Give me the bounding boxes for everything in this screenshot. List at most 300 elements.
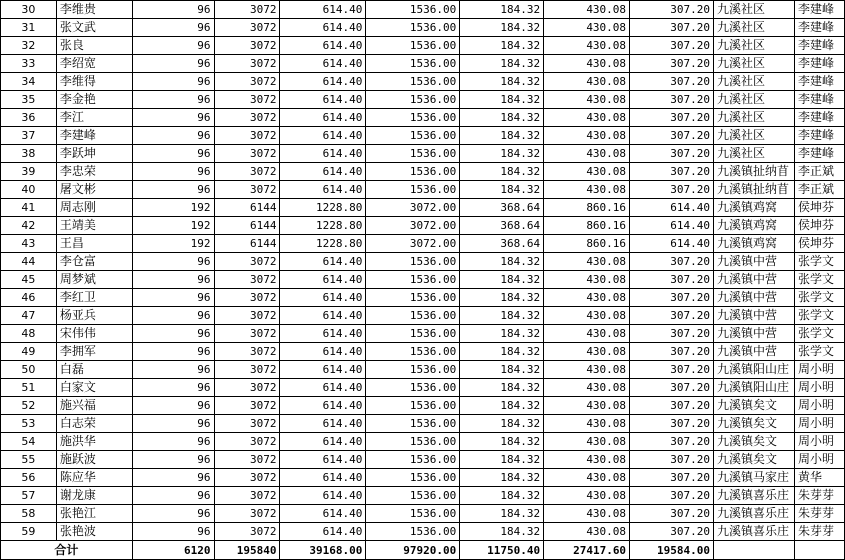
value-cell-b[interactable]: 3072 (214, 91, 280, 109)
value-cell-a[interactable]: 96 (132, 19, 214, 37)
value-cell-e[interactable]: 184.32 (460, 109, 544, 127)
name-cell[interactable]: 陈应华 (56, 469, 132, 487)
value-cell-c[interactable]: 614.40 (280, 163, 366, 181)
value-cell-e[interactable]: 184.32 (460, 451, 544, 469)
name-cell[interactable]: 周梦斌 (56, 271, 132, 289)
value-cell-d[interactable]: 1536.00 (366, 325, 460, 343)
value-cell-a[interactable]: 96 (132, 271, 214, 289)
value-cell-b[interactable]: 3072 (214, 289, 280, 307)
row-number-cell[interactable]: 36 (1, 109, 57, 127)
address-cell[interactable]: 九溪社区 (713, 1, 794, 19)
value-cell-g[interactable]: 307.20 (630, 397, 714, 415)
value-cell-g[interactable]: 307.20 (630, 127, 714, 145)
value-cell-d[interactable]: 1536.00 (366, 19, 460, 37)
value-cell-a[interactable]: 96 (132, 73, 214, 91)
address-cell[interactable]: 九溪镇鸡窝 (713, 235, 794, 253)
value-cell-c[interactable]: 614.40 (280, 1, 366, 19)
address-cell[interactable]: 九溪镇中营 (713, 271, 794, 289)
value-cell-a[interactable]: 96 (132, 253, 214, 271)
name-cell[interactable]: 白志荣 (56, 415, 132, 433)
total-empty-mgr-cell[interactable] (794, 541, 844, 560)
name-cell[interactable]: 施洪华 (56, 433, 132, 451)
address-cell[interactable]: 九溪镇中营 (713, 289, 794, 307)
value-cell-e[interactable]: 184.32 (460, 271, 544, 289)
value-cell-b[interactable]: 3072 (214, 505, 280, 523)
value-cell-e[interactable]: 184.32 (460, 469, 544, 487)
address-cell[interactable]: 九溪镇扯纳苜 (713, 181, 794, 199)
value-cell-a[interactable]: 192 (132, 217, 214, 235)
value-cell-d[interactable]: 1536.00 (366, 361, 460, 379)
value-cell-f[interactable]: 430.08 (544, 325, 630, 343)
name-cell[interactable]: 李红卫 (56, 289, 132, 307)
value-cell-f[interactable]: 430.08 (544, 19, 630, 37)
row-number-cell[interactable]: 31 (1, 19, 57, 37)
value-cell-g[interactable]: 307.20 (630, 109, 714, 127)
value-cell-c[interactable]: 614.40 (280, 451, 366, 469)
value-cell-c[interactable]: 1228.80 (280, 217, 366, 235)
value-cell-f[interactable]: 430.08 (544, 37, 630, 55)
total-cell-e[interactable]: 11750.40 (460, 541, 544, 560)
value-cell-b[interactable]: 3072 (214, 1, 280, 19)
value-cell-g[interactable]: 307.20 (630, 19, 714, 37)
row-number-cell[interactable]: 44 (1, 253, 57, 271)
value-cell-f[interactable]: 430.08 (544, 91, 630, 109)
value-cell-f[interactable]: 860.16 (544, 199, 630, 217)
value-cell-e[interactable]: 184.32 (460, 433, 544, 451)
name-cell[interactable]: 张艳波 (56, 523, 132, 541)
total-cell-f[interactable]: 27417.60 (544, 541, 630, 560)
value-cell-d[interactable]: 1536.00 (366, 109, 460, 127)
value-cell-c[interactable]: 614.40 (280, 73, 366, 91)
address-cell[interactable]: 九溪镇中营 (713, 253, 794, 271)
value-cell-g[interactable]: 307.20 (630, 181, 714, 199)
name-cell[interactable]: 张良 (56, 37, 132, 55)
value-cell-d[interactable]: 3072.00 (366, 235, 460, 253)
manager-cell[interactable]: 李建峰 (794, 127, 844, 145)
row-number-cell[interactable]: 56 (1, 469, 57, 487)
value-cell-g[interactable]: 307.20 (630, 253, 714, 271)
value-cell-e[interactable]: 368.64 (460, 235, 544, 253)
manager-cell[interactable]: 周小明 (794, 379, 844, 397)
value-cell-d[interactable]: 1536.00 (366, 271, 460, 289)
value-cell-d[interactable]: 3072.00 (366, 217, 460, 235)
value-cell-d[interactable]: 1536.00 (366, 379, 460, 397)
address-cell[interactable]: 九溪社区 (713, 145, 794, 163)
name-cell[interactable]: 李维得 (56, 73, 132, 91)
manager-cell[interactable]: 张学文 (794, 343, 844, 361)
manager-cell[interactable]: 周小明 (794, 433, 844, 451)
row-number-cell[interactable]: 54 (1, 433, 57, 451)
row-number-cell[interactable]: 33 (1, 55, 57, 73)
value-cell-d[interactable]: 1536.00 (366, 145, 460, 163)
value-cell-f[interactable]: 860.16 (544, 235, 630, 253)
value-cell-a[interactable]: 96 (132, 415, 214, 433)
manager-cell[interactable]: 李建峰 (794, 1, 844, 19)
value-cell-b[interactable]: 3072 (214, 109, 280, 127)
value-cell-a[interactable]: 96 (132, 433, 214, 451)
value-cell-f[interactable]: 430.08 (544, 361, 630, 379)
value-cell-g[interactable]: 307.20 (630, 55, 714, 73)
value-cell-g[interactable]: 307.20 (630, 289, 714, 307)
value-cell-c[interactable]: 614.40 (280, 145, 366, 163)
total-empty-addr-cell[interactable] (713, 541, 794, 560)
value-cell-g[interactable]: 307.20 (630, 325, 714, 343)
address-cell[interactable]: 九溪社区 (713, 127, 794, 145)
value-cell-c[interactable]: 614.40 (280, 487, 366, 505)
value-cell-b[interactable]: 3072 (214, 451, 280, 469)
value-cell-f[interactable]: 430.08 (544, 289, 630, 307)
address-cell[interactable]: 九溪镇扯纳苜 (713, 163, 794, 181)
value-cell-g[interactable]: 307.20 (630, 433, 714, 451)
name-cell[interactable]: 白家文 (56, 379, 132, 397)
address-cell[interactable]: 九溪社区 (713, 91, 794, 109)
value-cell-b[interactable]: 3072 (214, 73, 280, 91)
name-cell[interactable]: 张艳江 (56, 505, 132, 523)
value-cell-c[interactable]: 614.40 (280, 379, 366, 397)
value-cell-e[interactable]: 184.32 (460, 397, 544, 415)
name-cell[interactable]: 宋伟伟 (56, 325, 132, 343)
value-cell-c[interactable]: 614.40 (280, 469, 366, 487)
value-cell-f[interactable]: 430.08 (544, 163, 630, 181)
value-cell-e[interactable]: 184.32 (460, 73, 544, 91)
name-cell[interactable]: 李拥军 (56, 343, 132, 361)
name-cell[interactable]: 杨亚兵 (56, 307, 132, 325)
manager-cell[interactable]: 李建峰 (794, 91, 844, 109)
manager-cell[interactable]: 张学文 (794, 271, 844, 289)
value-cell-g[interactable]: 307.20 (630, 505, 714, 523)
value-cell-b[interactable]: 3072 (214, 379, 280, 397)
value-cell-d[interactable]: 1536.00 (366, 523, 460, 541)
value-cell-d[interactable]: 1536.00 (366, 163, 460, 181)
total-cell-c[interactable]: 39168.00 (280, 541, 366, 560)
value-cell-b[interactable]: 3072 (214, 181, 280, 199)
name-cell[interactable]: 李建峰 (56, 127, 132, 145)
row-number-cell[interactable]: 34 (1, 73, 57, 91)
value-cell-f[interactable]: 430.08 (544, 145, 630, 163)
value-cell-e[interactable]: 184.32 (460, 1, 544, 19)
value-cell-c[interactable]: 614.40 (280, 55, 366, 73)
row-number-cell[interactable]: 30 (1, 1, 57, 19)
value-cell-c[interactable]: 614.40 (280, 415, 366, 433)
value-cell-a[interactable]: 96 (132, 361, 214, 379)
value-cell-b[interactable]: 3072 (214, 487, 280, 505)
value-cell-e[interactable]: 184.32 (460, 487, 544, 505)
value-cell-b[interactable]: 3072 (214, 253, 280, 271)
value-cell-a[interactable]: 96 (132, 523, 214, 541)
value-cell-g[interactable]: 307.20 (630, 307, 714, 325)
name-cell[interactable]: 屠文彬 (56, 181, 132, 199)
address-cell[interactable]: 九溪镇矣文 (713, 415, 794, 433)
address-cell[interactable]: 九溪镇喜乐庄 (713, 523, 794, 541)
value-cell-g[interactable]: 307.20 (630, 343, 714, 361)
row-number-cell[interactable]: 55 (1, 451, 57, 469)
value-cell-e[interactable]: 184.32 (460, 505, 544, 523)
value-cell-b[interactable]: 3072 (214, 523, 280, 541)
manager-cell[interactable]: 黄华 (794, 469, 844, 487)
manager-cell[interactable]: 李正斌 (794, 163, 844, 181)
value-cell-g[interactable]: 307.20 (630, 73, 714, 91)
value-cell-a[interactable]: 192 (132, 235, 214, 253)
value-cell-g[interactable]: 307.20 (630, 163, 714, 181)
value-cell-e[interactable]: 184.32 (460, 145, 544, 163)
value-cell-b[interactable]: 3072 (214, 415, 280, 433)
value-cell-e[interactable]: 184.32 (460, 55, 544, 73)
value-cell-a[interactable]: 96 (132, 109, 214, 127)
value-cell-f[interactable]: 430.08 (544, 55, 630, 73)
value-cell-d[interactable]: 1536.00 (366, 505, 460, 523)
row-number-cell[interactable]: 35 (1, 91, 57, 109)
value-cell-g[interactable]: 307.20 (630, 37, 714, 55)
value-cell-b[interactable]: 3072 (214, 163, 280, 181)
row-number-cell[interactable]: 59 (1, 523, 57, 541)
value-cell-b[interactable]: 6144 (214, 217, 280, 235)
manager-cell[interactable]: 张学文 (794, 289, 844, 307)
value-cell-g[interactable]: 307.20 (630, 361, 714, 379)
value-cell-e[interactable]: 184.32 (460, 37, 544, 55)
name-cell[interactable]: 李绍宽 (56, 55, 132, 73)
value-cell-a[interactable]: 96 (132, 163, 214, 181)
address-cell[interactable]: 九溪社区 (713, 55, 794, 73)
value-cell-g[interactable]: 307.20 (630, 487, 714, 505)
value-cell-e[interactable]: 184.32 (460, 307, 544, 325)
value-cell-d[interactable]: 1536.00 (366, 55, 460, 73)
value-cell-c[interactable]: 614.40 (280, 271, 366, 289)
value-cell-c[interactable]: 1228.80 (280, 235, 366, 253)
value-cell-g[interactable]: 307.20 (630, 271, 714, 289)
row-number-cell[interactable]: 37 (1, 127, 57, 145)
value-cell-b[interactable]: 3072 (214, 145, 280, 163)
value-cell-b[interactable]: 3072 (214, 307, 280, 325)
manager-cell[interactable]: 周小明 (794, 451, 844, 469)
manager-cell[interactable]: 朱芽芽 (794, 523, 844, 541)
value-cell-f[interactable]: 430.08 (544, 415, 630, 433)
value-cell-c[interactable]: 614.40 (280, 523, 366, 541)
value-cell-a[interactable]: 96 (132, 1, 214, 19)
value-cell-c[interactable]: 614.40 (280, 127, 366, 145)
value-cell-f[interactable]: 430.08 (544, 253, 630, 271)
value-cell-a[interactable]: 96 (132, 127, 214, 145)
value-cell-g[interactable]: 307.20 (630, 91, 714, 109)
value-cell-b[interactable]: 3072 (214, 271, 280, 289)
value-cell-g[interactable]: 614.40 (630, 199, 714, 217)
value-cell-b[interactable]: 3072 (214, 433, 280, 451)
total-label-cell[interactable]: 合计 (1, 541, 133, 560)
address-cell[interactable]: 九溪镇中营 (713, 307, 794, 325)
value-cell-e[interactable]: 184.32 (460, 361, 544, 379)
address-cell[interactable]: 九溪镇矣文 (713, 397, 794, 415)
manager-cell[interactable]: 李正斌 (794, 181, 844, 199)
row-number-cell[interactable]: 53 (1, 415, 57, 433)
value-cell-g[interactable]: 307.20 (630, 1, 714, 19)
manager-cell[interactable]: 朱芽芽 (794, 505, 844, 523)
row-number-cell[interactable]: 42 (1, 217, 57, 235)
value-cell-f[interactable]: 430.08 (544, 127, 630, 145)
value-cell-d[interactable]: 1536.00 (366, 469, 460, 487)
row-number-cell[interactable]: 58 (1, 505, 57, 523)
value-cell-b[interactable]: 3072 (214, 397, 280, 415)
value-cell-e[interactable]: 184.32 (460, 523, 544, 541)
row-number-cell[interactable]: 48 (1, 325, 57, 343)
manager-cell[interactable]: 李建峰 (794, 109, 844, 127)
address-cell[interactable]: 九溪镇中营 (713, 325, 794, 343)
name-cell[interactable]: 王靖美 (56, 217, 132, 235)
row-number-cell[interactable]: 46 (1, 289, 57, 307)
value-cell-e[interactable]: 184.32 (460, 289, 544, 307)
value-cell-d[interactable]: 1536.00 (366, 253, 460, 271)
manager-cell[interactable]: 李建峰 (794, 37, 844, 55)
manager-cell[interactable]: 侯坤芬 (794, 199, 844, 217)
total-cell-b[interactable]: 195840 (214, 541, 280, 560)
value-cell-c[interactable]: 614.40 (280, 325, 366, 343)
value-cell-a[interactable]: 96 (132, 325, 214, 343)
value-cell-f[interactable]: 430.08 (544, 271, 630, 289)
row-number-cell[interactable]: 38 (1, 145, 57, 163)
name-cell[interactable]: 李跃坤 (56, 145, 132, 163)
value-cell-d[interactable]: 1536.00 (366, 1, 460, 19)
value-cell-c[interactable]: 614.40 (280, 397, 366, 415)
value-cell-b[interactable]: 6144 (214, 235, 280, 253)
value-cell-a[interactable]: 96 (132, 145, 214, 163)
value-cell-c[interactable]: 614.40 (280, 37, 366, 55)
value-cell-c[interactable]: 614.40 (280, 19, 366, 37)
value-cell-d[interactable]: 1536.00 (366, 91, 460, 109)
value-cell-d[interactable]: 1536.00 (366, 451, 460, 469)
value-cell-e[interactable]: 368.64 (460, 199, 544, 217)
manager-cell[interactable]: 李建峰 (794, 145, 844, 163)
name-cell[interactable]: 施跃波 (56, 451, 132, 469)
value-cell-a[interactable]: 96 (132, 307, 214, 325)
value-cell-a[interactable]: 96 (132, 379, 214, 397)
value-cell-b[interactable]: 6144 (214, 199, 280, 217)
name-cell[interactable]: 李金艳 (56, 91, 132, 109)
value-cell-f[interactable]: 430.08 (544, 505, 630, 523)
value-cell-f[interactable]: 430.08 (544, 397, 630, 415)
manager-cell[interactable]: 朱芽芽 (794, 487, 844, 505)
address-cell[interactable]: 九溪社区 (713, 37, 794, 55)
total-cell-d[interactable]: 97920.00 (366, 541, 460, 560)
value-cell-f[interactable]: 430.08 (544, 109, 630, 127)
address-cell[interactable]: 九溪镇矣文 (713, 451, 794, 469)
address-cell[interactable]: 九溪镇马家庄 (713, 469, 794, 487)
value-cell-d[interactable]: 1536.00 (366, 181, 460, 199)
address-cell[interactable]: 九溪镇喜乐庄 (713, 487, 794, 505)
row-number-cell[interactable]: 39 (1, 163, 57, 181)
manager-cell[interactable]: 周小明 (794, 361, 844, 379)
value-cell-c[interactable]: 614.40 (280, 307, 366, 325)
value-cell-g[interactable]: 614.40 (630, 235, 714, 253)
value-cell-a[interactable]: 96 (132, 37, 214, 55)
row-number-cell[interactable]: 57 (1, 487, 57, 505)
manager-cell[interactable]: 侯坤芬 (794, 235, 844, 253)
row-number-cell[interactable]: 49 (1, 343, 57, 361)
value-cell-f[interactable]: 430.08 (544, 523, 630, 541)
row-number-cell[interactable]: 52 (1, 397, 57, 415)
value-cell-d[interactable]: 1536.00 (366, 397, 460, 415)
address-cell[interactable]: 九溪社区 (713, 73, 794, 91)
value-cell-g[interactable]: 307.20 (630, 145, 714, 163)
value-cell-f[interactable]: 860.16 (544, 217, 630, 235)
value-cell-g[interactable]: 307.20 (630, 415, 714, 433)
name-cell[interactable]: 李维贵 (56, 1, 132, 19)
value-cell-d[interactable]: 1536.00 (366, 415, 460, 433)
address-cell[interactable]: 九溪镇阳山庄 (713, 361, 794, 379)
manager-cell[interactable]: 李建峰 (794, 19, 844, 37)
address-cell[interactable]: 九溪镇鸡窝 (713, 199, 794, 217)
name-cell[interactable]: 白磊 (56, 361, 132, 379)
value-cell-c[interactable]: 1228.80 (280, 199, 366, 217)
value-cell-d[interactable]: 1536.00 (366, 73, 460, 91)
name-cell[interactable]: 施兴福 (56, 397, 132, 415)
address-cell[interactable]: 九溪社区 (713, 19, 794, 37)
value-cell-c[interactable]: 614.40 (280, 109, 366, 127)
value-cell-a[interactable]: 96 (132, 289, 214, 307)
value-cell-d[interactable]: 1536.00 (366, 487, 460, 505)
address-cell[interactable]: 九溪社区 (713, 109, 794, 127)
name-cell[interactable]: 张文武 (56, 19, 132, 37)
value-cell-a[interactable]: 96 (132, 343, 214, 361)
row-number-cell[interactable]: 50 (1, 361, 57, 379)
value-cell-a[interactable]: 192 (132, 199, 214, 217)
value-cell-b[interactable]: 3072 (214, 343, 280, 361)
row-number-cell[interactable]: 51 (1, 379, 57, 397)
address-cell[interactable]: 九溪镇鸡窝 (713, 217, 794, 235)
value-cell-b[interactable]: 3072 (214, 55, 280, 73)
address-cell[interactable]: 九溪镇阳山庄 (713, 379, 794, 397)
value-cell-c[interactable]: 614.40 (280, 253, 366, 271)
value-cell-f[interactable]: 430.08 (544, 487, 630, 505)
value-cell-b[interactable]: 3072 (214, 127, 280, 145)
name-cell[interactable]: 李忠荣 (56, 163, 132, 181)
manager-cell[interactable]: 张学文 (794, 325, 844, 343)
row-number-cell[interactable]: 47 (1, 307, 57, 325)
value-cell-f[interactable]: 430.08 (544, 73, 630, 91)
value-cell-f[interactable]: 430.08 (544, 433, 630, 451)
value-cell-c[interactable]: 614.40 (280, 91, 366, 109)
value-cell-d[interactable]: 1536.00 (366, 127, 460, 145)
value-cell-f[interactable]: 430.08 (544, 307, 630, 325)
value-cell-a[interactable]: 96 (132, 505, 214, 523)
value-cell-a[interactable]: 96 (132, 487, 214, 505)
value-cell-e[interactable]: 184.32 (460, 253, 544, 271)
value-cell-c[interactable]: 614.40 (280, 505, 366, 523)
manager-cell[interactable]: 李建峰 (794, 73, 844, 91)
value-cell-f[interactable]: 430.08 (544, 1, 630, 19)
value-cell-a[interactable]: 96 (132, 55, 214, 73)
value-cell-f[interactable]: 430.08 (544, 343, 630, 361)
value-cell-f[interactable]: 430.08 (544, 181, 630, 199)
value-cell-a[interactable]: 96 (132, 181, 214, 199)
value-cell-e[interactable]: 184.32 (460, 415, 544, 433)
value-cell-e[interactable]: 184.32 (460, 163, 544, 181)
value-cell-a[interactable]: 96 (132, 397, 214, 415)
manager-cell[interactable]: 张学文 (794, 307, 844, 325)
value-cell-d[interactable]: 1536.00 (366, 37, 460, 55)
value-cell-g[interactable]: 307.20 (630, 451, 714, 469)
value-cell-c[interactable]: 614.40 (280, 181, 366, 199)
manager-cell[interactable]: 周小明 (794, 397, 844, 415)
name-cell[interactable]: 周志刚 (56, 199, 132, 217)
value-cell-c[interactable]: 614.40 (280, 433, 366, 451)
value-cell-e[interactable]: 184.32 (460, 379, 544, 397)
row-number-cell[interactable]: 45 (1, 271, 57, 289)
value-cell-a[interactable]: 96 (132, 91, 214, 109)
manager-cell[interactable]: 侯坤芬 (794, 217, 844, 235)
value-cell-b[interactable]: 3072 (214, 361, 280, 379)
value-cell-a[interactable]: 96 (132, 469, 214, 487)
value-cell-f[interactable]: 430.08 (544, 469, 630, 487)
address-cell[interactable]: 九溪镇中营 (713, 343, 794, 361)
value-cell-e[interactable]: 368.64 (460, 217, 544, 235)
